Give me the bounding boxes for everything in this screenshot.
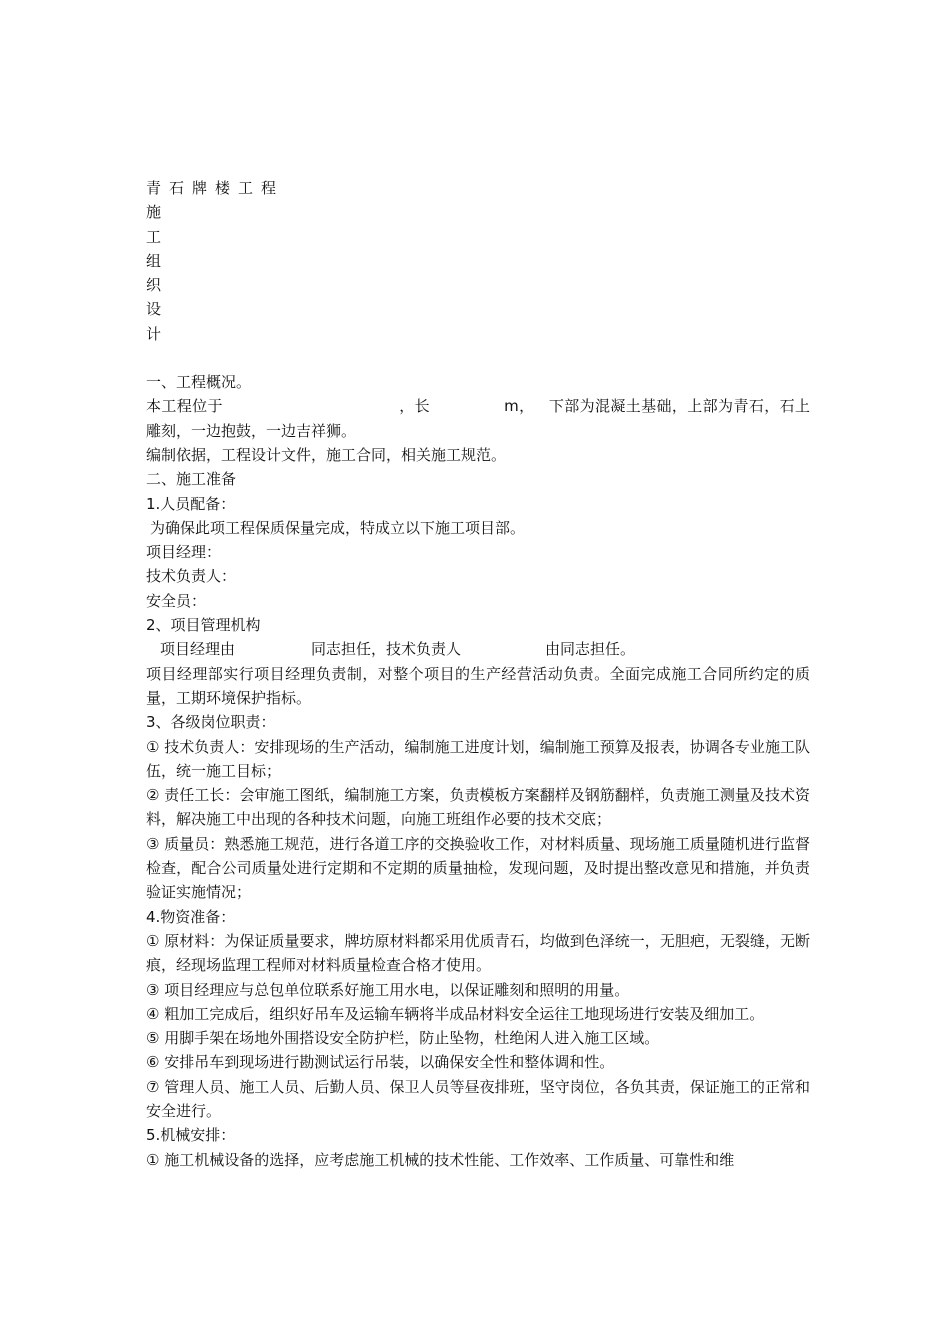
list-item: ④ 粗加工完成后，组织好吊车及运输车辆将半成品材料安全运往工地现场进行安装及细加工。 <box>146 1004 765 1023</box>
document-title: 青石牌楼工程 <box>146 179 285 197</box>
paragraph: 技术负责人： <box>146 567 237 586</box>
paragraph: 项目经理部实行项目经理负责制，对整个项目的生产经营活动负责。全面完成施工合同所约定的质量，工期环境保护指标。 <box>146 664 810 707</box>
section-heading: 一、工程概况。 <box>146 373 252 392</box>
section-heading: 二、施工准备 <box>146 470 237 489</box>
list-item: ③ 项目经理应与总包单位联系好施工用水电，以保证雕刻和照明的用量。 <box>146 980 630 999</box>
text-run: 本工程位于 <box>146 397 223 416</box>
title-char: 施 <box>146 203 162 222</box>
list-item: ① 施工机械设备的选择，应考虑施工机械的技术性能、工作效率、工作质量、可靠性和维 <box>146 1150 735 1169</box>
subsection-heading: 2、项目管理机构 <box>146 616 261 635</box>
list-item: ⑤ 用脚手架在场地外围搭设安全防护栏，防止坠物，杜绝闲人进入施工区域。 <box>146 1029 660 1048</box>
subsection-heading: 4.物资准备： <box>146 907 236 926</box>
subsection-heading: 3、各级岗位职责： <box>146 713 276 732</box>
spacer <box>146 346 810 370</box>
text-run: m， <box>504 397 535 416</box>
list-item: ① 原材料：为保证质量要求，牌坊原材料都采用优质青石，均做到色泽统一，无胆疤，无裂缝，无断痕，经现场监理工程师对材料质量检查合格才使用。 <box>146 931 810 975</box>
subsection-heading: 1.人员配备： <box>146 494 236 513</box>
title-vertical <box>146 200 810 346</box>
text-run: 下部为混凝土基础，上部为青石，石上雕刻，一边抱鼓，一边吉祥狮。 <box>146 397 810 440</box>
document-body <box>146 176 810 1172</box>
text-run: 项目经理由 <box>160 640 236 659</box>
paragraph <box>146 394 810 443</box>
list-item: ③ 质量员：熟悉施工规范，进行各道工序的交换验收工作，对材料质量、现场施工质量随机进行监督检查，配合公司质量处进行定期和不定期的质量抽检，发现问题，及时提出整改意见和措施，并负责验证实施情况； <box>146 834 810 902</box>
paragraph: 编制依据，工程设计文件，施工合同，相关施工规范。 <box>146 445 507 464</box>
text-run: 同志担任，技术负责人 <box>311 640 462 659</box>
paragraph: 项目经理： <box>146 543 222 562</box>
list-item: ① 技术负责人：安排现场的生产活动，编制施工进度计划，编制施工预算及报表，协调各专业施工队伍，统一施工目标； <box>146 737 810 780</box>
title-char: 工 <box>146 227 162 246</box>
paragraph: 安全员： <box>146 591 207 610</box>
paragraph: 为确保此项工程保质保量完成，特成立以下施工项目部。 <box>150 518 526 537</box>
paragraph <box>146 637 810 661</box>
subsection-heading: 5.机械安排： <box>146 1126 236 1145</box>
list-item: ⑥ 安排吊车到现场进行勘测试运行吊装，以确保安全性和整体调和性。 <box>146 1053 615 1072</box>
title-char: 组 <box>146 251 162 270</box>
title-char: 织 <box>146 276 162 295</box>
title-char: 计 <box>146 324 162 343</box>
list-item: ⑦ 管理人员、施工人员、后勤人员、保卫人员等昼夜排班，坚守岗位，各负其责，保证施工的正常和安全进行。 <box>146 1077 810 1120</box>
text-run: 由同志担任。 <box>545 640 636 659</box>
title-char: 设 <box>146 300 162 319</box>
list-item: ② 责任工长：会审施工图纸，编制施工方案，负责模板方案翻样及钢筋翻样，负责施工测量及技术资料，解决施工中出现的各种技术问题，向施工班组作必要的技术交底； <box>146 786 810 829</box>
text-run: ，长 <box>398 397 431 416</box>
